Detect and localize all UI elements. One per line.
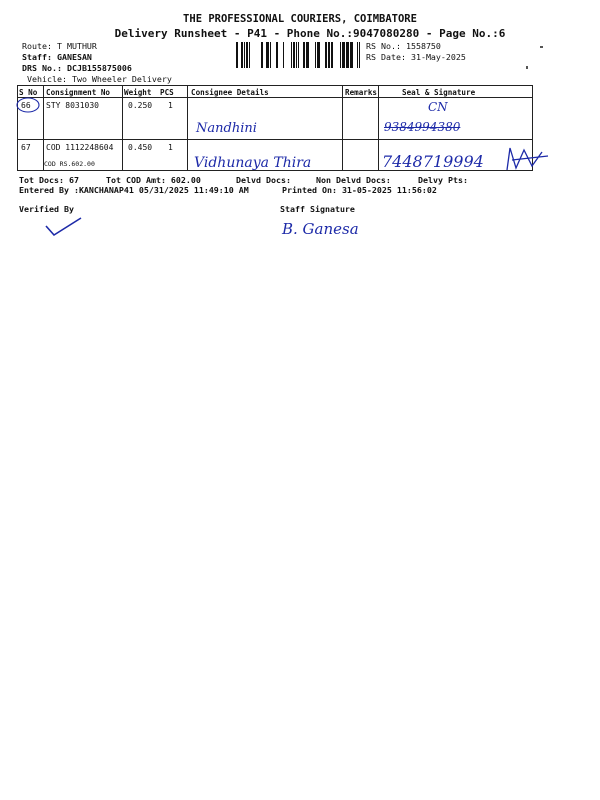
entered-by: Entered By :KANCHANAP41 05/31/2025 11:49:10 AM — [19, 185, 249, 195]
table-row-weight: 0.450 — [128, 143, 153, 152]
barcode-bar — [342, 42, 345, 68]
barcode-bar — [266, 42, 269, 68]
check-mark-icon — [44, 216, 84, 238]
barcode-bar — [276, 42, 278, 68]
barcode-bar — [325, 42, 327, 68]
barcode-bar — [315, 42, 316, 68]
table-row-consignment: COD 1112248604 — [46, 143, 114, 152]
non-delivered-docs: Non Delvd Docs: — [316, 175, 391, 185]
rs-date: RS Date: 31-May-2025 — [366, 52, 466, 62]
document-title: THE PROFESSIONAL COURIERS, COIMBATORE — [183, 13, 417, 25]
consignee-handwriting: Vidhunaya Thira — [194, 155, 312, 171]
barcode-bar — [261, 42, 263, 68]
total-docs: Tot Docs: 67 — [19, 175, 79, 185]
column-header-sno: S No — [19, 88, 38, 97]
barcode-image — [236, 42, 360, 68]
barcode-bar — [350, 42, 353, 68]
table-row-sno: 67 — [21, 143, 31, 152]
barcode-bar — [357, 42, 358, 68]
document-subtitle: Delivery Runsheet - P41 - Phone No.:9047080280 - Page No.:6 — [114, 27, 506, 40]
barcode-bar — [317, 42, 320, 68]
rs-number: RS No.: 1558750 — [366, 41, 441, 51]
seal-handwriting: 7448719994 — [382, 152, 484, 171]
seal-handwriting-top: CN — [428, 100, 448, 114]
signature-scribble — [502, 142, 552, 176]
table-row-pcs: 1 — [168, 143, 173, 152]
barcode-bar — [306, 42, 309, 68]
barcode-bar — [246, 42, 248, 68]
barcode-bar — [249, 42, 250, 68]
table-row-sno: 66 — [21, 101, 31, 110]
staff-signature: B. Ganesa — [282, 220, 359, 238]
delivery-points: Delvy Pts: — [418, 175, 468, 185]
barcode-bar — [346, 42, 349, 68]
barcode-bar — [241, 42, 243, 68]
barcode-bar — [359, 42, 360, 68]
barcode-bar — [303, 42, 305, 68]
barcode-bar — [328, 42, 330, 68]
column-header-consignment: Consignment No — [46, 88, 111, 97]
column-header-weight: Weight — [124, 88, 152, 97]
circle-annotation — [15, 96, 41, 114]
barcode-bar — [331, 42, 333, 68]
verified-by-label: Verified By — [19, 204, 74, 214]
column-header-pcs: PCS — [160, 88, 174, 97]
table-row-pcs: 1 — [168, 101, 173, 110]
table-row-consignment: STY 8031030 — [46, 101, 99, 110]
barcode-bar — [293, 42, 295, 68]
column-header-seal: Seal & Signature — [402, 88, 476, 97]
seal-handwriting: 9384994380 — [384, 120, 461, 134]
consignee-handwriting: Nandhini — [196, 121, 257, 136]
barcode-bar — [244, 42, 245, 68]
barcode-bar — [236, 42, 238, 68]
total-cod-amount: Tot COD Amt: 602.00 — [106, 175, 201, 185]
barcode-bar — [283, 42, 284, 68]
barcode-bar — [291, 42, 292, 68]
drs-number: DRS No.: DCJB155875006 — [22, 63, 132, 73]
barcode-bar — [298, 42, 299, 68]
stray-mark — [540, 46, 543, 48]
column-header-consignee: Consignee Details — [191, 88, 269, 97]
vehicle-text: Vehicle: Two Wheeler Delivery — [27, 74, 172, 84]
column-header-remarks: Remarks — [345, 88, 378, 97]
staff-signature-label: Staff Signature — [280, 204, 355, 214]
staff-text: Staff: GANESAN — [22, 52, 92, 62]
table-row-weight: 0.250 — [128, 101, 153, 110]
barcode-bar — [296, 42, 297, 68]
barcode-bar — [270, 42, 271, 68]
stray-mark — [526, 66, 528, 69]
route-text: Route: T MUTHUR — [22, 41, 97, 51]
barcode-bar — [340, 42, 341, 68]
delivered-docs: Delvd Docs: — [236, 175, 291, 185]
cod-amount: COD RS.602.00 — [44, 160, 95, 168]
printed-on: Printed On: 31-05-2025 11:56:02 — [282, 185, 437, 195]
